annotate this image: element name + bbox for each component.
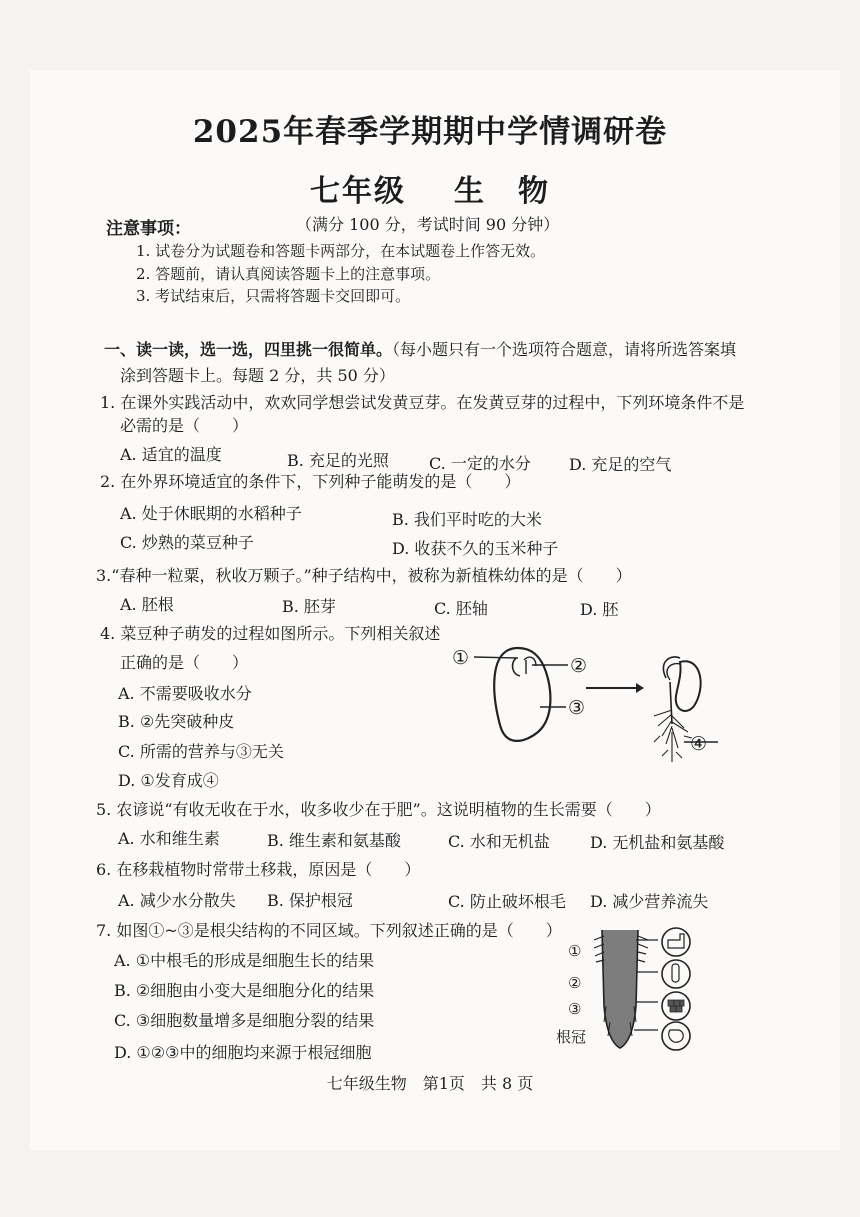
question-stem: 2. 在外界环境适宜的条件下，下列种子能萌发的是（ ） <box>100 472 521 491</box>
subject-label: 生 物 <box>454 174 550 209</box>
question-stem: 6. 在移栽植物时常带土移栽，原因是（ ） <box>96 860 421 879</box>
option: C. 胚轴 <box>434 599 488 618</box>
option: B. 我们平时吃的大米 <box>392 510 542 529</box>
option: B. 胚芽 <box>282 597 336 616</box>
option: A. 适宜的温度 <box>120 445 222 464</box>
figure-label: 根冠 <box>556 1028 587 1046</box>
option: A. 不需要吸收水分 <box>118 684 252 703</box>
figure-label: ② <box>568 974 582 992</box>
section-heading <box>104 337 736 360</box>
option: C. 所需的营养与③无关 <box>118 742 284 761</box>
figure-label: ① <box>452 647 470 669</box>
option: C. 炒熟的菜豆种子 <box>120 533 254 552</box>
question-stem: 3.“春种一粒粟，秋收万颗子。”种子结构中，被称为新植株幼体的是（ ） <box>96 566 632 585</box>
option: B. 维生素和氨基酸 <box>267 831 401 850</box>
notice-item: 3. 考试结束后，只需将答题卡交回即可。 <box>136 287 411 305</box>
option: A. 减少水分散失 <box>118 891 236 910</box>
question-stem: 必需的是（ ） <box>120 416 249 435</box>
root-tip-figure <box>590 926 710 1052</box>
notice-item: 1. 试卷分为试题卷和答题卡两部分，在本试题卷上作答无效。 <box>136 242 546 260</box>
figure-label: ② <box>570 655 588 677</box>
figure-label: ③ <box>568 697 586 719</box>
option: D. 无机盐和氨基酸 <box>590 833 725 852</box>
option: A. ①中根毛的形成是细胞生长的结果 <box>114 951 375 970</box>
notice-heading: 注意事项： <box>106 219 191 239</box>
option: D. 减少营养流失 <box>590 892 709 911</box>
option: C. ③细胞数量增多是细胞分裂的结果 <box>114 1011 375 1030</box>
section-heading-line2: 涂到答题卡上。每题 2 分，共 50 分） <box>120 366 395 385</box>
question-stem: 正确的是（ ） <box>120 653 249 672</box>
question-stem: 1. 在课外实践活动中，欢欢同学想尝试发黄豆芽。在发黄豆芽的过程中，下列环境条件不是 <box>100 393 745 412</box>
section-heading-rest: （每小题只有一个选项符合题意，请将所选答案填 <box>392 340 737 359</box>
option: C. 一定的水分 <box>429 454 531 473</box>
exam-info: （满分 100 分，考试时间 90 分钟） <box>296 215 560 234</box>
page-footer: 七年级生物 第1页 共 8 页 <box>326 1074 534 1093</box>
option: B. 保护根冠 <box>267 891 353 910</box>
option: A. 胚根 <box>120 595 174 614</box>
option: D. ①②③中的细胞均来源于根冠细胞 <box>114 1043 372 1062</box>
option: B. 充足的光照 <box>287 451 389 470</box>
figure-label: ③ <box>568 1000 582 1018</box>
option: D. 收获不久的玉米种子 <box>392 539 559 558</box>
question-stem: 7. 如图①~③是根尖结构的不同区域。下列叙述正确的是（ ） <box>96 921 562 940</box>
exam-subtitle <box>0 166 860 210</box>
question-stem: 4. 菜豆种子萌发的过程如图所示。下列相关叙述 <box>100 624 441 643</box>
option: A. 水和维生素 <box>118 829 220 848</box>
section-heading-bold: 一、读一读，选一选，四里挑一很简单。 <box>104 340 393 359</box>
seed-germination-figure <box>448 640 728 780</box>
option: A. 处于休眠期的水稻种子 <box>120 504 302 523</box>
grade-label: 七年级 <box>310 174 406 209</box>
option: C. 防止破坏根毛 <box>448 892 566 911</box>
option: D. ①发育成④ <box>118 771 219 790</box>
question-stem: 5. 农谚说“有收无收在于水，收多收少在于肥”。这说明植物的生长需要（ ） <box>96 800 661 819</box>
figure-label: ① <box>568 942 582 960</box>
notice-item: 2. 答题前，请认真阅读答题卡上的注意事项。 <box>136 265 441 283</box>
option: B. ②先突破种皮 <box>118 712 235 731</box>
figure-label: ④ <box>690 733 708 755</box>
option: B. ②细胞由小变大是细胞分化的结果 <box>114 981 375 1000</box>
option: D. 胚 <box>580 600 619 619</box>
option: C. 水和无机盐 <box>448 832 550 851</box>
exam-title: 2025年春季学期期中学情调研卷 <box>192 114 668 150</box>
option: D. 充足的空气 <box>569 455 672 474</box>
